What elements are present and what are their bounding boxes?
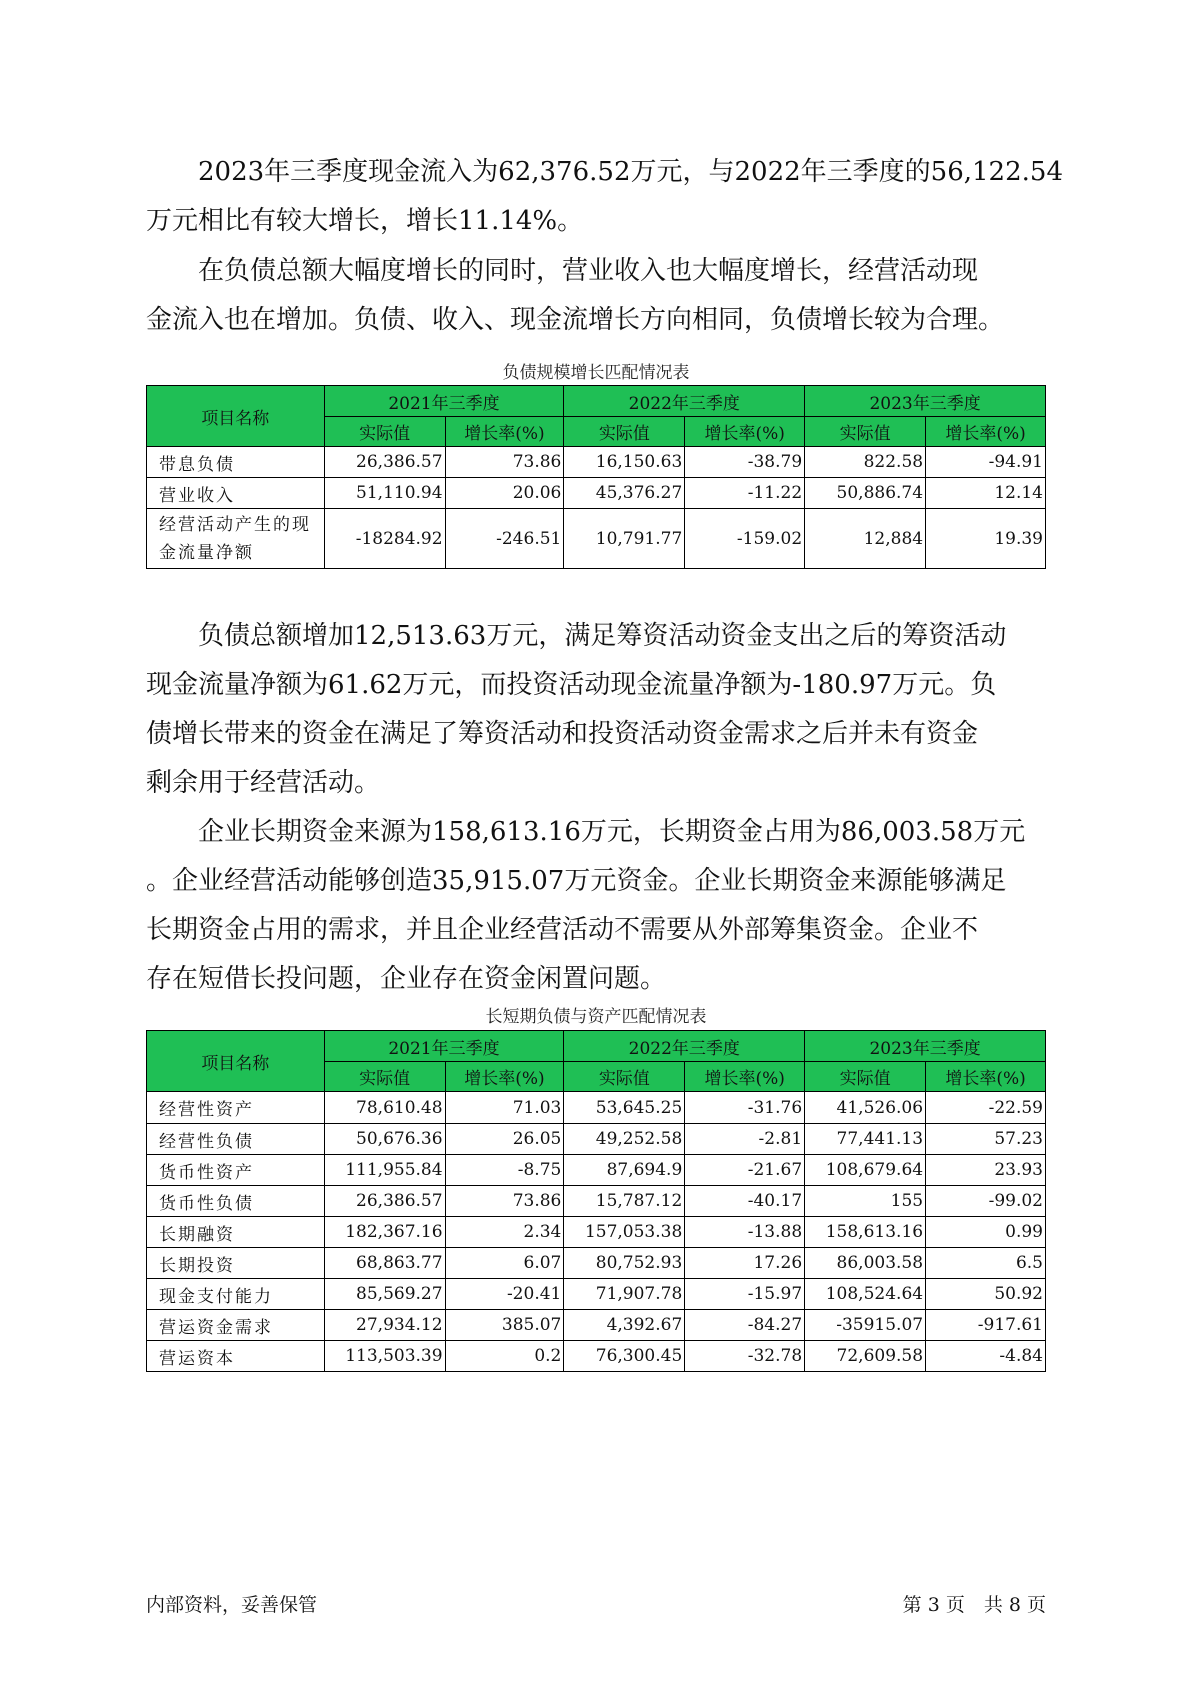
header-item-name: 项目名称 [147,386,325,447]
header-actual-value: 实际值 [805,1062,926,1092]
cell: 113,503.39 [324,1341,445,1372]
cell: -99.02 [926,1186,1046,1217]
row-name [147,509,325,569]
paragraph-line: 存在短借长投问题，企业存在资金闲置问题。 [146,964,667,994]
cell: 12.14 [926,478,1046,509]
header-actual-value: 实际值 [805,417,926,447]
header-actual-value: 实际值 [324,417,445,447]
paragraph-line: 2023年三季度现金流入为62,376.52万元，与2022年三季度的56,122.54 [146,157,1063,187]
header-period-2022: 2022年三季度 [564,386,805,417]
table-row [147,1248,1046,1279]
cell: 57.23 [926,1124,1046,1155]
paragraph-line: 债增长带来的资金在满足了筹资活动和投资活动资金需求之后并未有资金 [146,719,979,749]
row-name: 经营性负债 [147,1124,325,1155]
table-row [147,1217,1046,1248]
cell: 53,645.25 [564,1092,685,1124]
cell: 111,955.84 [324,1155,445,1186]
cell: 50,886.74 [805,478,926,509]
cell: -13.88 [685,1217,805,1248]
paragraph-3 [146,612,1056,808]
table-row [147,1124,1046,1155]
header-actual-value: 实际值 [564,417,685,447]
cell: -38.79 [685,447,805,478]
paragraph-line: 金流入也在增加。负债、收入、现金流增长方向相同，负债增长较为合理。 [146,305,1005,335]
header-actual-value: 实际值 [564,1062,685,1092]
cell: 85,569.27 [324,1279,445,1310]
header-growth-rate: 增长率(%) [445,1062,564,1092]
cell: 157,053.38 [564,1217,685,1248]
cell: 77,441.13 [805,1124,926,1155]
cell: -11.22 [685,478,805,509]
cell: 27,934.12 [324,1310,445,1341]
table2-caption: 长短期负债与资产匹配情况表 [485,1007,707,1027]
cell: -159.02 [685,509,805,569]
header-actual-value: 实际值 [324,1062,445,1092]
header-growth-rate: 增长率(%) [926,1062,1046,1092]
cell: 68,863.77 [324,1248,445,1279]
cell: 17.26 [685,1248,805,1279]
table1-caption: 负债规模增长匹配情况表 [502,363,690,383]
cell: -32.78 [685,1341,805,1372]
cell: 86,003.58 [805,1248,926,1279]
table-row [147,1341,1046,1372]
cell: -20.41 [445,1279,564,1310]
header-growth-rate: 增长率(%) [685,417,805,447]
header-item-name: 项目名称 [147,1031,325,1092]
header-period-2023: 2023年三季度 [805,386,1046,417]
paragraph-4 [146,808,1056,1004]
cell: -84.27 [685,1310,805,1341]
row-name: 长期融资 [147,1217,325,1248]
liability-asset-matching-table [146,1030,1046,1372]
cell: -8.75 [445,1155,564,1186]
row-name-line: 经营活动产生的现 [159,514,311,535]
cell: 6.07 [445,1248,564,1279]
table-row [147,1092,1046,1124]
paragraph-line: 现金流量净额为61.62万元，而投资活动现金流量净额为-180.97万元。负 [146,670,997,700]
cell: 20.06 [445,478,564,509]
cell: 78,610.48 [324,1092,445,1124]
table-row [147,1155,1046,1186]
header-period-2021: 2021年三季度 [324,1031,564,1062]
header-growth-rate: 增长率(%) [926,417,1046,447]
cell: 0.99 [926,1217,1046,1248]
cell: 158,613.16 [805,1217,926,1248]
cell: -35915.07 [805,1310,926,1341]
cell: -18284.92 [324,509,445,569]
cell: -15.97 [685,1279,805,1310]
footer-confidential-note: 内部资料，妥善保管 [146,1594,318,1616]
cell: 50,676.36 [324,1124,445,1155]
cell: 108,679.64 [805,1155,926,1186]
cell: 2.34 [445,1217,564,1248]
cell: 26.05 [445,1124,564,1155]
paragraph-line: 。企业经营活动能够创造35,915.07万元资金。企业长期资金来源能够满足 [146,866,1007,896]
cell: -917.61 [926,1310,1046,1341]
header-growth-rate: 增长率(%) [445,417,564,447]
paragraph-1 [146,148,1063,246]
cell: 76,300.45 [564,1341,685,1372]
header-growth-rate: 增长率(%) [685,1062,805,1092]
cell: 108,524.64 [805,1279,926,1310]
cell: 16,150.63 [564,447,685,478]
row-name: 长期投资 [147,1248,325,1279]
cell: -2.81 [685,1124,805,1155]
cell: -31.76 [685,1092,805,1124]
cell: -21.67 [685,1155,805,1186]
cell: 72,609.58 [805,1341,926,1372]
row-name: 现金支付能力 [147,1279,325,1310]
table-row [147,1186,1046,1217]
table-row [147,1310,1046,1341]
row-name: 货币性负债 [147,1186,325,1217]
header-period-2023: 2023年三季度 [805,1031,1046,1062]
header-period-2022: 2022年三季度 [564,1031,805,1062]
cell: 0.2 [445,1341,564,1372]
cell: 822.58 [805,447,926,478]
cell: 385.07 [445,1310,564,1341]
cell: 87,694.9 [564,1155,685,1186]
header-period-2021: 2021年三季度 [324,386,564,417]
table-row [147,1279,1046,1310]
cell: 73.86 [445,447,564,478]
cell: 80,752.93 [564,1248,685,1279]
cell: 23.93 [926,1155,1046,1186]
cell: 155 [805,1186,926,1217]
row-name: 经营性资产 [147,1092,325,1124]
debt-scale-table [146,385,1046,569]
cell: 49,252.58 [564,1124,685,1155]
cell: 50.92 [926,1279,1046,1310]
cell: 41,526.06 [805,1092,926,1124]
paragraph-line: 剩余用于经营活动。 [146,768,381,798]
paragraph-line: 在负债总额大幅度增长的同时，营业收入也大幅度增长，经营活动现 [146,256,979,286]
cell: -4.84 [926,1341,1046,1372]
cell: 4,392.67 [564,1310,685,1341]
cell: -40.17 [685,1186,805,1217]
cell: -246.51 [445,509,564,569]
cell: 71,907.78 [564,1279,685,1310]
cell: 15,787.12 [564,1186,685,1217]
row-name: 带息负债 [147,447,325,478]
row-name: 货币性资产 [147,1155,325,1186]
paragraph-2 [146,247,1056,345]
row-name: 营运资本 [147,1341,325,1372]
cell: -94.91 [926,447,1046,478]
row-name-line: 金流量净额 [159,542,254,563]
cell: 45,376.27 [564,478,685,509]
footer-page-number: 第 3 页 共 8 页 [902,1594,1046,1616]
table-row [147,478,1046,509]
row-name: 营业收入 [147,478,325,509]
row-name: 营运资金需求 [147,1310,325,1341]
table-row [147,447,1046,478]
paragraph-line: 长期资金占用的需求，并且企业经营活动不需要从外部筹集资金。企业不 [146,915,979,945]
paragraph-line: 万元相比有较大增长，增长11.14%。 [146,206,584,236]
cell: 10,791.77 [564,509,685,569]
cell: 19.39 [926,509,1046,569]
cell: 71.03 [445,1092,564,1124]
cell: 73.86 [445,1186,564,1217]
cell: 12,884 [805,509,926,569]
cell: 6.5 [926,1248,1046,1279]
cell: 182,367.16 [324,1217,445,1248]
cell: 51,110.94 [324,478,445,509]
paragraph-line: 负债总额增加12,513.63万元，满足筹资活动资金支出之后的筹资活动 [146,621,1007,651]
paragraph-line: 企业长期资金来源为158,613.16万元，长期资金占用为86,003.58万元 [146,817,1026,847]
cell: 26,386.57 [324,447,445,478]
cell: -22.59 [926,1092,1046,1124]
cell: 26,386.57 [324,1186,445,1217]
table-row [147,509,1046,569]
